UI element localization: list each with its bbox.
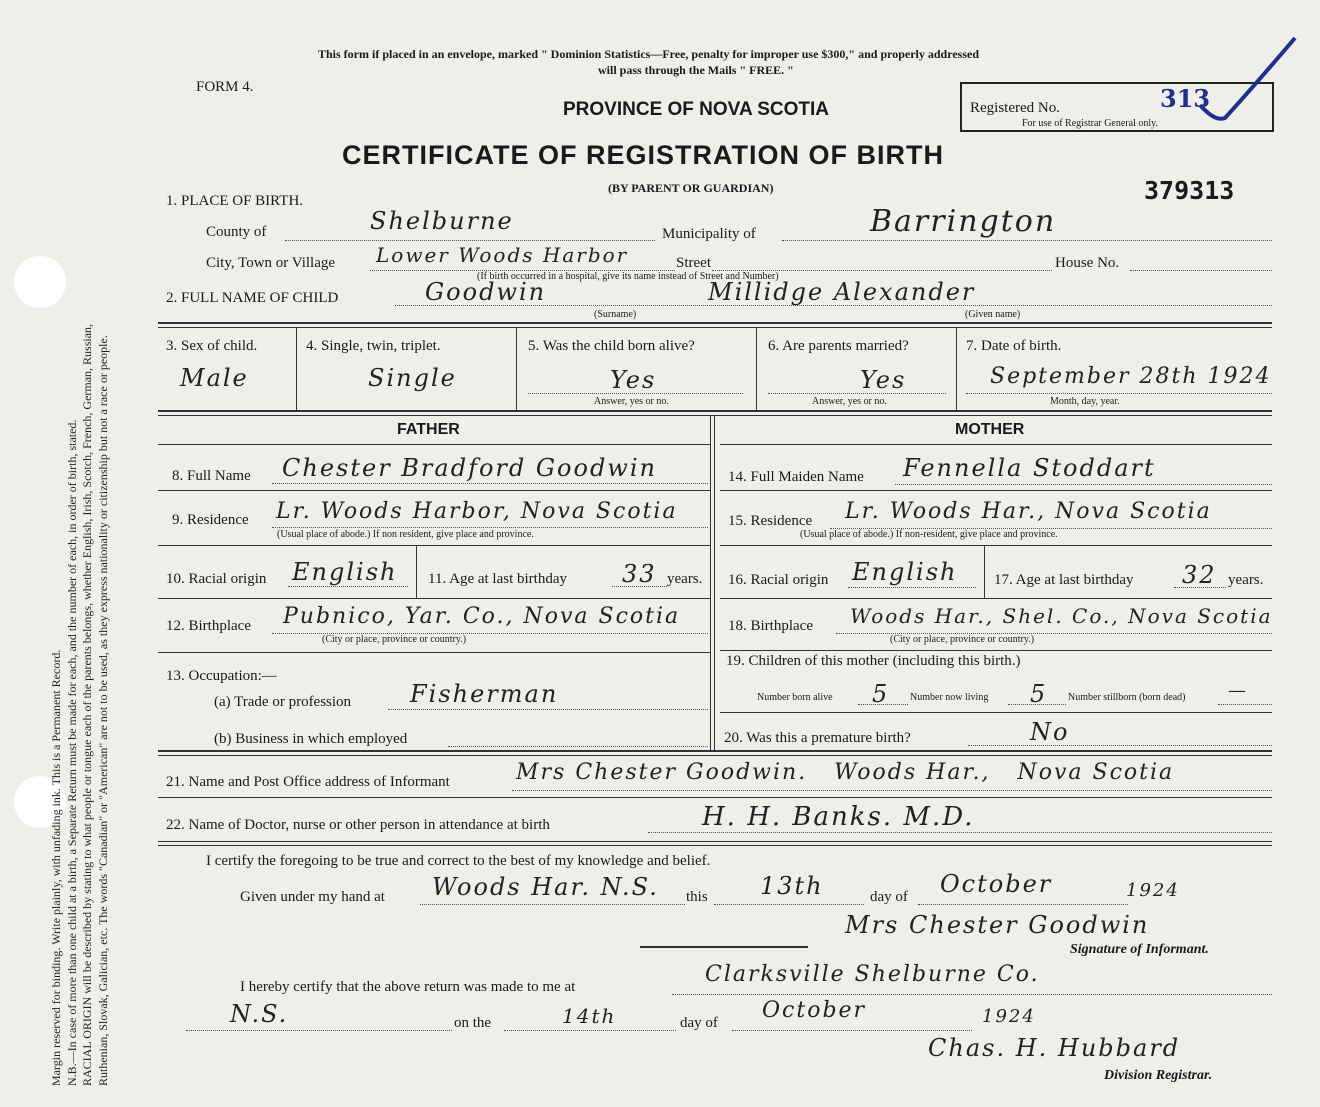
mother-years-label: years. bbox=[1228, 572, 1264, 588]
parents-married-value: Yes bbox=[860, 366, 907, 394]
child-surname: Goodwin bbox=[425, 278, 547, 306]
this-label: this bbox=[686, 889, 708, 905]
return-statement: I hereby certify that the above return was made to me at bbox=[240, 979, 576, 995]
page-title: CERTIFICATE OF REGISTRATION OF BIRTH bbox=[342, 140, 944, 170]
stamp-number: 379313 bbox=[1144, 176, 1235, 205]
father-name-label: 8. Full Name bbox=[172, 468, 251, 484]
mother-age-value: 32 bbox=[1182, 561, 1217, 589]
registered-number: 313 bbox=[1160, 84, 1211, 113]
parents-married-caption: Answer, yes or no. bbox=[812, 396, 887, 407]
premature-value: No bbox=[1030, 718, 1070, 746]
father-age-value: 33 bbox=[622, 560, 657, 588]
mother-birthplace-label: 18. Birthplace bbox=[728, 618, 813, 634]
place-of-birth-label: 1. PLACE OF BIRTH. bbox=[166, 193, 304, 209]
mother-racial-value: English bbox=[852, 558, 958, 586]
child-name-label: 2. FULL NAME OF CHILD bbox=[166, 290, 339, 306]
born-alive-caption: Answer, yes or no. bbox=[594, 396, 669, 407]
now-living-count: 5 bbox=[1030, 680, 1048, 708]
born-alive-label: 5. Was the child born alive? bbox=[528, 338, 695, 354]
occupation-label: 13. Occupation:— bbox=[166, 668, 277, 684]
mother-residence-value: Lr. Woods Har., Nova Scotia bbox=[845, 499, 1212, 524]
postal-note: This form if placed in an envelope, marked " Dominion Statistics—Free, penalty for improper use $300," and properly addressed bbox=[318, 47, 980, 61]
father-birthplace-caption: (City or place, province or country.) bbox=[322, 634, 467, 645]
mother-birthplace-caption: (City or place, province or country.) bbox=[890, 634, 1035, 645]
certify-statement: I certify the foregoing to be true and correct to the best of my knowledge and belief. bbox=[206, 853, 711, 869]
street-label: Street bbox=[676, 255, 711, 271]
doctor-label: 22. Name of Doctor, nurse or other person in attendance at birth bbox=[166, 817, 550, 833]
margin-note-4: Ruthenian, Slovak, Galician, etc. The words "Canadian" or "American" are not to be used, as they express nationality or citizenship but not a race or people. bbox=[95, 335, 110, 1086]
father-racial-value: English bbox=[292, 558, 398, 586]
house-number-label: House No. bbox=[1055, 255, 1120, 271]
mother-heading: MOTHER bbox=[955, 421, 1025, 438]
return-month-value: October bbox=[762, 998, 867, 1023]
mother-age-label: 17. Age at last birthday bbox=[994, 572, 1134, 588]
mother-racial-label: 16. Racial origin bbox=[728, 572, 829, 588]
informant-label: 21. Name and Post Office address of Informant bbox=[166, 774, 450, 790]
registrar-signature: Chas. H. Hubbard bbox=[928, 1034, 1181, 1062]
return-place-value: Clarksville Shelburne Co. bbox=[705, 962, 1040, 987]
father-racial-label: 10. Racial origin bbox=[166, 571, 267, 587]
given-place-value: Woods Har. N.S. bbox=[432, 873, 659, 901]
father-residence-caption: (Usual place of abode.) If non resident, give place and province. bbox=[277, 529, 534, 540]
date-of-birth-value: September 28th 1924 bbox=[990, 364, 1272, 389]
given-caption: (Given name) bbox=[965, 309, 1021, 320]
registrar-caption: Division Registrar. bbox=[1104, 1068, 1213, 1083]
father-residence-value: Lr. Woods Harbor, Nova Scotia bbox=[276, 499, 678, 524]
margin-note-1: Margin reserved for binding. Write plainly, with unfading ink. This is a Permanent Record. bbox=[49, 649, 63, 1086]
hospital-note: (If birth occurred in a hospital, give its name instead of Street and Number) bbox=[477, 271, 779, 282]
city-label: City, Town or Village bbox=[206, 255, 336, 271]
parents-married-label: 6. Are parents married? bbox=[768, 338, 909, 354]
mother-residence-caption: (Usual place of abode.) If non-resident, give place and province. bbox=[800, 529, 1058, 540]
mother-residence-label: 15. Residence bbox=[728, 513, 813, 529]
date-of-birth-caption: Month, day, year. bbox=[1050, 396, 1120, 407]
signature-caption: Signature of Informant. bbox=[1070, 942, 1209, 957]
trade-value: Fisherman bbox=[410, 680, 559, 708]
father-residence-label: 9. Residence bbox=[172, 512, 249, 528]
municipality-label: Municipality of bbox=[662, 226, 756, 242]
registered-label: Registered No. bbox=[970, 100, 1060, 116]
doctor-value: H. H. Banks. M.D. bbox=[702, 802, 975, 832]
informant-signature: Mrs Chester Goodwin bbox=[845, 911, 1150, 939]
informant-value: Mrs Chester Goodwin. Woods Har., Nova Scotia bbox=[516, 760, 1175, 785]
return-place-2: N.S. bbox=[230, 1000, 289, 1028]
province-heading: PROVINCE OF NOVA SCOTIA bbox=[563, 99, 830, 120]
date-of-birth-label: 7. Date of birth. bbox=[966, 338, 1062, 354]
return-day-of-label: day of bbox=[680, 1015, 718, 1031]
county-label: County of bbox=[206, 224, 267, 240]
registrar-use-note: For use of Registrar General only. bbox=[1022, 118, 1158, 129]
subtitle: (BY PARENT OR GUARDIAN) bbox=[608, 181, 774, 195]
mother-name-label: 14. Full Maiden Name bbox=[728, 469, 864, 485]
plurality-label: 4. Single, twin, triplet. bbox=[306, 338, 441, 354]
father-age-label: 11. Age at last birthday bbox=[428, 571, 567, 587]
given-label: Given under my hand at bbox=[240, 889, 385, 905]
on-the-label: on the bbox=[454, 1015, 492, 1031]
mother-birthplace-value: Woods Har., Shel. Co., Nova Scotia bbox=[850, 604, 1273, 628]
margin-notes bbox=[49, 86, 111, 1086]
premature-label: 20. Was this a premature birth? bbox=[724, 730, 911, 746]
born-alive-value: Yes bbox=[610, 366, 657, 394]
business-label: (b) Business in which employed bbox=[214, 731, 408, 747]
stillborn-count: — bbox=[1228, 680, 1248, 701]
margin-note-2: N.B.—In case of more than one child at a birth, a Separate Return must be made for each, and the number of each, in order of birth, stated. bbox=[64, 419, 79, 1086]
now-living-label: Number now living bbox=[910, 692, 989, 703]
father-years-label: years. bbox=[667, 571, 703, 587]
surname-caption: (Surname) bbox=[594, 309, 637, 320]
county-value: Shelburne bbox=[370, 207, 514, 235]
father-heading: FATHER bbox=[397, 421, 460, 438]
sex-value: Male bbox=[180, 364, 249, 392]
father-name-value: Chester Bradford Goodwin bbox=[282, 454, 657, 482]
child-given-name: Millidge Alexander bbox=[708, 278, 976, 306]
born-alive-count: 5 bbox=[872, 680, 890, 708]
return-day-value: 14th bbox=[562, 1004, 617, 1028]
plurality-value: Single bbox=[368, 364, 457, 392]
mother-name-value: Fennella Stoddart bbox=[903, 454, 1156, 482]
given-year-value: 1924 bbox=[1126, 880, 1180, 901]
father-birthplace-value: Pubnico, Yar. Co., Nova Scotia bbox=[283, 604, 681, 629]
sex-label: 3. Sex of child. bbox=[166, 338, 258, 354]
given-month-value: October bbox=[940, 870, 1053, 898]
born-alive-count-label: Number born alive bbox=[757, 692, 833, 703]
day-of-label: day of bbox=[870, 889, 908, 905]
return-year-value: 1924 bbox=[982, 1006, 1036, 1027]
father-birthplace-label: 12. Birthplace bbox=[166, 618, 251, 634]
stillborn-label: Number stillborn (born dead) bbox=[1068, 692, 1186, 703]
municipality-value: Barrington bbox=[870, 204, 1057, 239]
trade-label: (a) Trade or profession bbox=[214, 694, 352, 710]
postal-note-2: will pass through the Mails " FREE. " bbox=[598, 63, 794, 77]
children-label: 19. Children of this mother (including this birth.) bbox=[726, 653, 1021, 669]
margin-note-3: RACIAL ORIGIN will be described by stating to what people or tongue each of the parents belongs, whether English, Irish, Scotch, French, German, Russian, bbox=[80, 323, 94, 1086]
check-mark-icon bbox=[1195, 30, 1305, 125]
form-label: FORM 4. bbox=[196, 79, 254, 95]
given-day-value: 13th bbox=[760, 872, 824, 900]
city-value: Lower Woods Harbor bbox=[376, 243, 629, 267]
